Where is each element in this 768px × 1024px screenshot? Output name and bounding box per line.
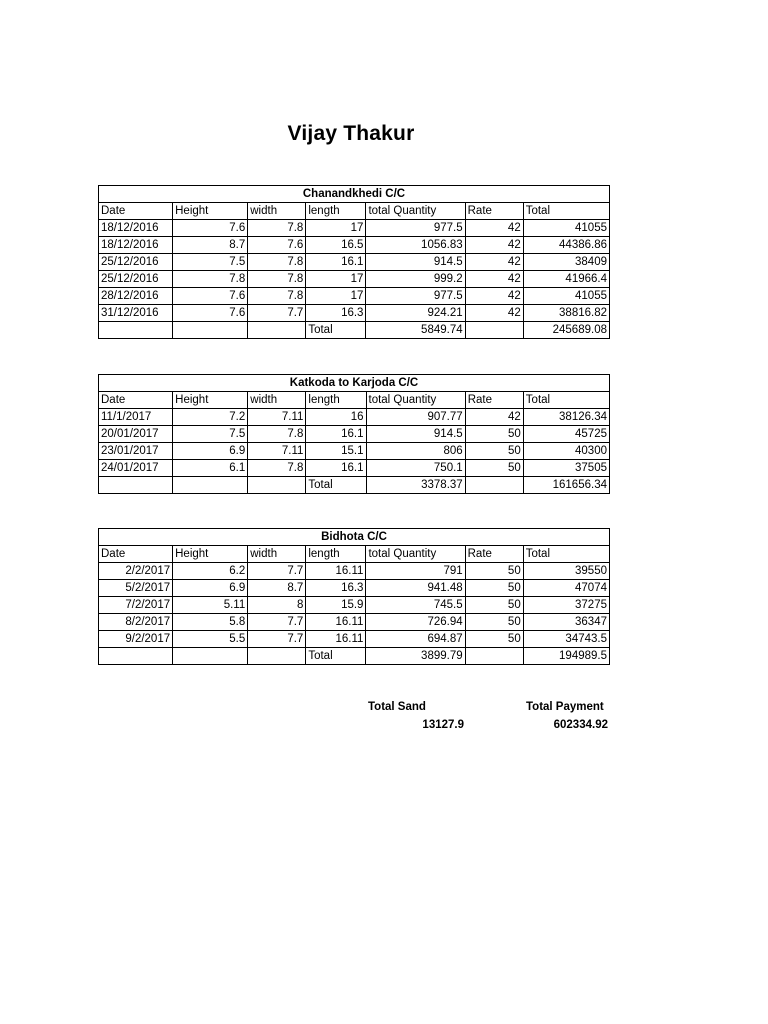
total-quantity: 5849.74 <box>366 322 465 339</box>
table-body <box>99 529 610 665</box>
column-header-row <box>99 392 610 409</box>
table-cell: 38816.82 <box>523 305 609 322</box>
table-cell <box>99 322 173 339</box>
table-cell: 7.8 <box>248 271 306 288</box>
total-label: Total <box>306 648 366 665</box>
total-payment-value: 602334.92 <box>553 719 608 731</box>
table-cell: 11/1/2017 <box>99 409 173 426</box>
table-cell: 18/12/2016 <box>99 237 173 254</box>
column-header: Height <box>173 392 248 409</box>
table-cell: 50 <box>465 426 523 443</box>
table-cell: 7.6 <box>173 305 248 322</box>
table-cell <box>173 477 248 494</box>
total-amount: 194989.5 <box>523 648 609 665</box>
table-cell: 17 <box>306 220 366 237</box>
table-row <box>99 443 610 460</box>
table-cell: 41055 <box>523 220 609 237</box>
column-header: length <box>306 203 366 220</box>
table-cell: 999.2 <box>366 271 465 288</box>
table-heading-row <box>99 375 610 392</box>
table-cell: 17 <box>306 288 366 305</box>
column-header: Rate <box>465 546 523 563</box>
table-cell: 7.6 <box>173 288 248 305</box>
table-cell <box>99 648 173 665</box>
total-label: Total <box>306 477 366 494</box>
table-cell: 6.2 <box>173 563 248 580</box>
table-katkoda-karjoda <box>98 374 610 494</box>
table-cell: 42 <box>465 271 523 288</box>
total-sand-value: 13127.9 <box>422 719 464 731</box>
column-header: total Quantity <box>366 392 465 409</box>
table-cell: 941.48 <box>366 580 465 597</box>
table-cell <box>465 648 523 665</box>
total-quantity: 3899.79 <box>366 648 465 665</box>
table-cell: 907.77 <box>366 409 465 426</box>
table-row <box>99 614 610 631</box>
column-header: length <box>306 392 366 409</box>
table-cell <box>248 322 306 339</box>
table-cell: 50 <box>465 460 523 477</box>
table-cell: 18/12/2016 <box>99 220 173 237</box>
table-cell <box>99 477 173 494</box>
table-cell: 50 <box>465 443 523 460</box>
page-title: Vijay Thakur <box>287 122 415 145</box>
table-row <box>99 288 610 305</box>
table-row <box>99 631 610 648</box>
table-cell: 5.5 <box>173 631 248 648</box>
total-sand-label: Total Sand <box>368 701 426 713</box>
table-cell: 16 <box>306 409 366 426</box>
table-cell: 50 <box>465 580 523 597</box>
column-header: total Quantity <box>366 203 465 220</box>
table-cell: 47074 <box>523 580 609 597</box>
table-cell: 726.94 <box>366 614 465 631</box>
table-cell <box>248 477 306 494</box>
table-cell: 7.8 <box>248 288 306 305</box>
column-header: Rate <box>465 392 523 409</box>
table-cell: 16.11 <box>306 563 366 580</box>
table-row <box>99 563 610 580</box>
table-row <box>99 409 610 426</box>
table-cell: 42 <box>465 237 523 254</box>
table-cell: 50 <box>465 631 523 648</box>
table-cell: 16.1 <box>306 426 366 443</box>
table-cell: 2/2/2017 <box>99 563 173 580</box>
table-cell: 16.1 <box>306 254 366 271</box>
table-cell: 7.7 <box>248 305 306 322</box>
column-header-row <box>99 203 610 220</box>
table-cell: 1056.83 <box>366 237 465 254</box>
table-cell: 5.11 <box>173 597 248 614</box>
table-cell: 7.2 <box>173 409 248 426</box>
table-cell: 745.5 <box>366 597 465 614</box>
table-cell: 38126.34 <box>523 409 609 426</box>
column-header: Date <box>99 546 173 563</box>
table-cell: 16.3 <box>306 305 366 322</box>
table-cell: 15.1 <box>306 443 366 460</box>
total-label: Total <box>306 322 366 339</box>
column-header: Total <box>523 203 609 220</box>
table-cell: 17 <box>306 271 366 288</box>
table-cell: 8/2/2017 <box>99 614 173 631</box>
table-cell: 44386.86 <box>523 237 609 254</box>
table-cell: 37505 <box>523 460 609 477</box>
table-cell: 7.11 <box>248 443 306 460</box>
table-cell: 16.11 <box>306 631 366 648</box>
table-cell: 914.5 <box>366 254 465 271</box>
table-row <box>99 220 610 237</box>
column-header: width <box>248 546 306 563</box>
table-heading: Bidhota C/C <box>99 529 610 546</box>
table-cell: 7.7 <box>248 614 306 631</box>
column-header: Date <box>99 392 173 409</box>
column-header: Rate <box>465 203 523 220</box>
column-header: Height <box>173 203 248 220</box>
table-cell: 5/2/2017 <box>99 580 173 597</box>
table-cell: 16.1 <box>306 460 366 477</box>
table-cell: 7.8 <box>248 426 306 443</box>
table-cell: 7.11 <box>248 409 306 426</box>
table-cell: 50 <box>465 563 523 580</box>
column-header: total Quantity <box>366 546 465 563</box>
table-cell: 694.87 <box>366 631 465 648</box>
table-cell: 924.21 <box>366 305 465 322</box>
table-cell: 50 <box>465 614 523 631</box>
table-row <box>99 426 610 443</box>
table-row <box>99 460 610 477</box>
column-header: Total <box>523 546 609 563</box>
table-cell: 9/2/2017 <box>99 631 173 648</box>
table-cell: 50 <box>465 597 523 614</box>
table-cell: 8 <box>248 597 306 614</box>
table-cell: 6.9 <box>173 580 248 597</box>
total-quantity: 3378.37 <box>366 477 465 494</box>
table-cell: 7.7 <box>248 631 306 648</box>
table-cell: 23/01/2017 <box>99 443 173 460</box>
table-row <box>99 271 610 288</box>
table-cell: 7.8 <box>248 460 306 477</box>
table-cell <box>173 648 248 665</box>
table-cell: 5.8 <box>173 614 248 631</box>
column-header: Height <box>173 546 248 563</box>
table-row <box>99 254 610 271</box>
table-body <box>99 186 610 339</box>
table-cell: 45725 <box>523 426 609 443</box>
total-row <box>99 648 610 665</box>
table-cell: 41055 <box>523 288 609 305</box>
table-cell: 31/12/2016 <box>99 305 173 322</box>
table-cell: 42 <box>465 305 523 322</box>
table-cell: 7.8 <box>248 254 306 271</box>
table-bidhota <box>98 528 610 665</box>
total-amount: 161656.34 <box>523 477 609 494</box>
table-cell: 977.5 <box>366 220 465 237</box>
table-cell: 16.5 <box>306 237 366 254</box>
column-header: Total <box>523 392 609 409</box>
table-cell: 42 <box>465 254 523 271</box>
table-heading-row <box>99 529 610 546</box>
table-cell: 42 <box>465 288 523 305</box>
table-cell: 36347 <box>523 614 609 631</box>
table-cell: 15.9 <box>306 597 366 614</box>
table-cell: 39550 <box>523 563 609 580</box>
total-row <box>99 477 610 494</box>
table-cell: 7.7 <box>248 563 306 580</box>
column-header: width <box>248 392 306 409</box>
table-cell: 8.7 <box>173 237 248 254</box>
table-cell: 8.7 <box>248 580 306 597</box>
table-cell: 7.5 <box>173 254 248 271</box>
table-cell: 7.6 <box>173 220 248 237</box>
table-row <box>99 237 610 254</box>
table-row <box>99 580 610 597</box>
table-row <box>99 305 610 322</box>
table-row <box>99 597 610 614</box>
table-cell <box>173 322 248 339</box>
table-cell: 38409 <box>523 254 609 271</box>
table-cell: 25/12/2016 <box>99 254 173 271</box>
table-cell: 7.5 <box>173 426 248 443</box>
table-cell: 28/12/2016 <box>99 288 173 305</box>
table-cell: 25/12/2016 <box>99 271 173 288</box>
table-cell: 16.11 <box>306 614 366 631</box>
table-cell: 7.6 <box>248 237 306 254</box>
table-cell: 7.8 <box>248 220 306 237</box>
table-cell: 34743.5 <box>523 631 609 648</box>
table-cell: 41966.4 <box>523 271 609 288</box>
table-cell: 977.5 <box>366 288 465 305</box>
table-cell: 7.8 <box>173 271 248 288</box>
total-amount: 245689.08 <box>523 322 609 339</box>
table-cell: 791 <box>366 563 465 580</box>
table-cell <box>248 648 306 665</box>
table-cell: 6.1 <box>173 460 248 477</box>
table-cell: 914.5 <box>366 426 465 443</box>
table-cell: 40300 <box>523 443 609 460</box>
table-cell: 20/01/2017 <box>99 426 173 443</box>
table-cell: 37275 <box>523 597 609 614</box>
table-cell: 7/2/2017 <box>99 597 173 614</box>
table-cell: 42 <box>465 220 523 237</box>
column-header: length <box>306 546 366 563</box>
table-heading: Katkoda to Karjoda C/C <box>99 375 610 392</box>
total-row <box>99 322 610 339</box>
table-cell: 16.3 <box>306 580 366 597</box>
table-cell <box>465 477 523 494</box>
table-cell: 806 <box>366 443 465 460</box>
total-payment-label: Total Payment <box>526 701 604 713</box>
column-header: Date <box>99 203 173 220</box>
table-cell: 24/01/2017 <box>99 460 173 477</box>
table-cell: 42 <box>465 409 523 426</box>
table-cell: 6.9 <box>173 443 248 460</box>
table-chanandkhedi <box>98 185 610 339</box>
table-body <box>99 375 610 494</box>
table-cell: 750.1 <box>366 460 465 477</box>
table-heading: Chanandkhedi C/C <box>99 186 610 203</box>
column-header: width <box>248 203 306 220</box>
table-heading-row <box>99 186 610 203</box>
table-cell <box>465 322 523 339</box>
column-header-row <box>99 546 610 563</box>
